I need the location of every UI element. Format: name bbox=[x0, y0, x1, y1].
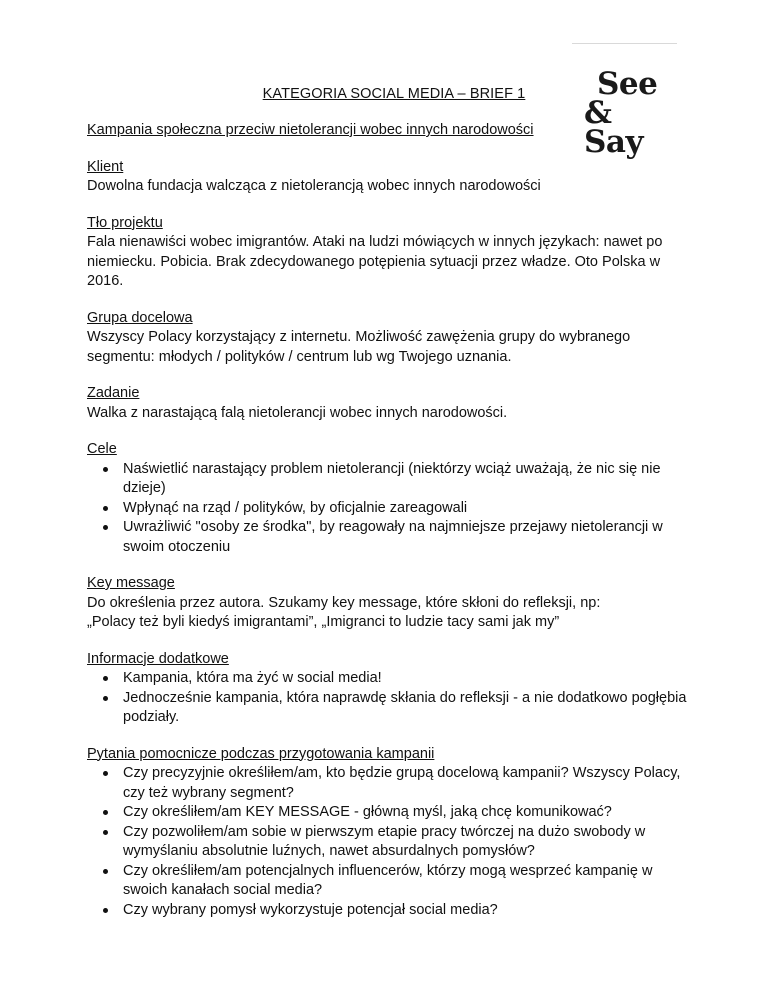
target-heading: Grupa docelowa bbox=[87, 309, 193, 326]
client-text: Dowolna fundacja walcząca z nietolerancją wobec innych narodowości bbox=[87, 178, 541, 194]
list-item: Czy precyzyjnie określiłem/am, kto będzie grupą docelową kampanii? Wszyscy Polacy, czy też wybrany segment? bbox=[123, 764, 687, 803]
client-heading: Klient bbox=[87, 158, 124, 175]
list-item: Czy określiłem/am KEY MESSAGE - główną myśl, jaką chcę komunikować? bbox=[123, 803, 687, 823]
logo-line-1: See bbox=[597, 66, 658, 102]
list-item: Wpłynąć na rząd / polityków, by oficjalnie zareagowali bbox=[123, 499, 687, 519]
list-item: Czy pozwoliłem/am sobie w pierwszym etapie pracy twórczej na dużo swobody w wymyślaniu absolutnie luźnych, nawet absurdalnych pomysłów? bbox=[123, 823, 687, 862]
questions-section bbox=[87, 745, 687, 921]
client-section bbox=[87, 158, 687, 197]
list-item: Naświetlić narastający problem nietolerancji (niektórzy wciąż uważają, że nic się nie dzieje) bbox=[123, 460, 687, 499]
additional-section bbox=[87, 650, 687, 728]
additional-heading: Informacje dodatkowe bbox=[87, 650, 229, 667]
list-item: Jednocześnie kampania, która naprawdę skłania do refleksji - a nie dodatkowo pogłębia podziały. bbox=[123, 689, 687, 728]
key-message-section bbox=[87, 574, 687, 633]
document-body bbox=[87, 121, 687, 937]
list-item: Czy wybrany pomysł wykorzystuje potencjał social media? bbox=[123, 901, 687, 921]
questions-list bbox=[87, 764, 687, 920]
task-text: Walka z narastającą falą nietolerancji wobec innych narodowości. bbox=[87, 404, 508, 421]
header-divider bbox=[572, 43, 677, 44]
key-message-text-1: Do określenia przez autora. Szukamy key message, które skłoni do refleksji, np: bbox=[87, 594, 601, 611]
list-item: Uwrażliwić "osoby ze środka", by reagowały na najmniejsze przejawy nietolerancji w swoim otoczeniu bbox=[123, 518, 687, 557]
background-section bbox=[87, 214, 687, 292]
campaign-title: Kampania społeczna przeciw nietolerancji wobec innych narodowości bbox=[87, 122, 534, 138]
goals-list bbox=[87, 460, 687, 558]
background-text: Fala nienawiści wobec imigrantów. Ataki na ludzi mówiących w innych językach: nawet po niemiecku. Pobicia. Brak zdecydowanego potępienia sytuacji przez władze. Oto Polska w 2016. bbox=[87, 234, 663, 289]
background-heading: Tło projektu bbox=[87, 214, 163, 231]
document-title: KATEGORIA SOCIAL MEDIA – BRIEF 1 bbox=[262, 86, 526, 102]
list-item: Kampania, która ma żyć w social media! bbox=[123, 669, 687, 689]
logo-line-2: & Say bbox=[584, 95, 643, 160]
key-message-heading: Key message bbox=[87, 575, 175, 591]
list-item: Czy określiłem/am potencjalnych influencerów, którzy mogą wesprzeć kampanię w swoich kanałach social media? bbox=[123, 862, 687, 901]
target-section bbox=[87, 309, 687, 368]
target-text: Wszyscy Polacy korzystający z internetu. Możliwość zawężenia grupy do wybranego segmentu: młodych / polityków / centrum lub wg Twojego uznania. bbox=[87, 329, 631, 365]
additional-list bbox=[87, 669, 687, 728]
goals-heading: Cele bbox=[87, 441, 117, 457]
campaign-section bbox=[87, 121, 687, 141]
task-section bbox=[87, 384, 687, 423]
task-heading: Zadanie bbox=[87, 385, 140, 401]
key-message-text-2: „Polacy też byli kiedyś imigrantami”, „Imigranci to ludzie tacy sami jak my” bbox=[87, 614, 560, 630]
goals-section bbox=[87, 440, 687, 557]
questions-heading: Pytania pomocnicze podczas przygotowania kampanii bbox=[87, 745, 435, 762]
